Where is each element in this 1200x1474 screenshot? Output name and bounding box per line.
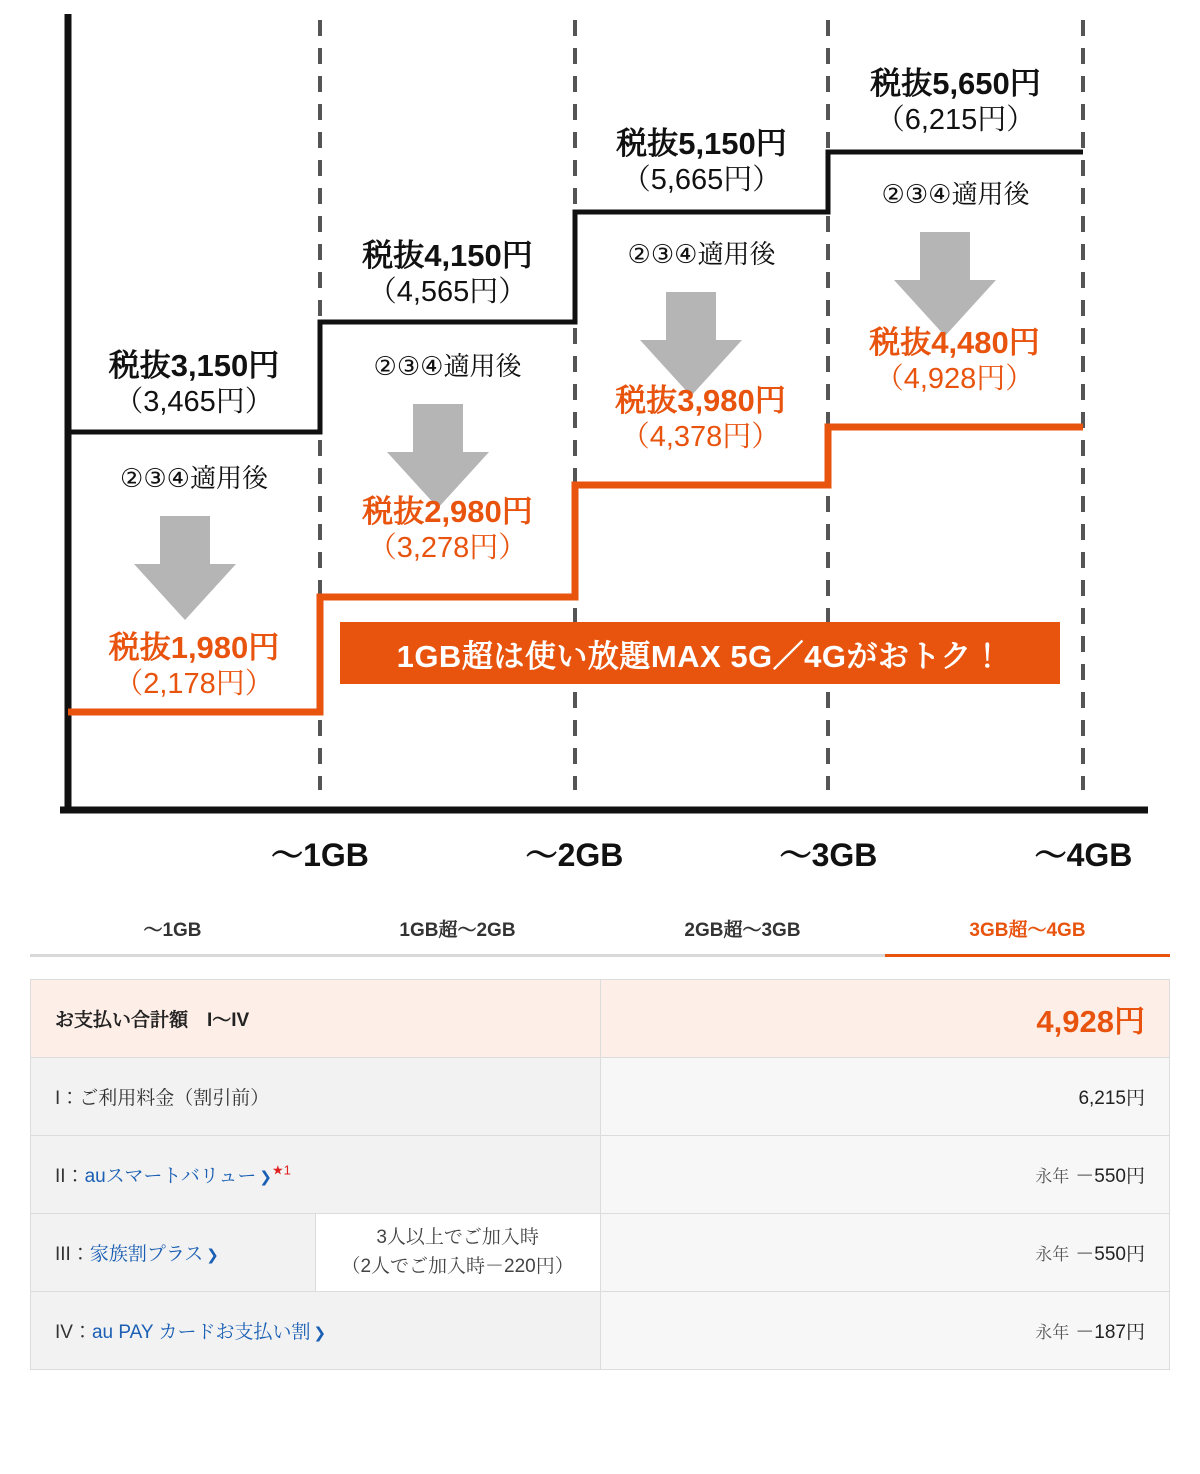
step-2-apply-note: ②③④適用後: [373, 351, 522, 381]
smart-value-prefix: II：: [55, 1166, 85, 1187]
table-row-family-discount: [31, 1214, 1170, 1292]
footnote-marker: ★1: [271, 1162, 291, 1178]
family-discount-condition-line2: （2人でご加入時－220円）: [341, 1255, 574, 1277]
step-2-post-sub: （3,278円）: [367, 531, 528, 564]
aupay-card-term: 永年: [1035, 1323, 1070, 1342]
family-discount-prefix: III：: [55, 1244, 90, 1265]
x-label-3gb: ～3GB: [779, 837, 878, 873]
aupay-card-label-cell: [31, 1292, 601, 1370]
smart-value-link-text: auスマートバリュー: [84, 1166, 257, 1187]
step-3-post-main: 税抜3,980円: [615, 383, 786, 418]
tab-3gb-4gb[interactable]: 3GB超～4GB: [885, 905, 1170, 957]
step-3-pre-sub: （5,665円）: [621, 163, 782, 196]
step-1-post-sub: （2,178円）: [114, 667, 274, 700]
down-arrow-3: [640, 292, 742, 396]
step-4-pre-sub: （6,215円）: [875, 103, 1036, 136]
family-discount-amount: [600, 1214, 1170, 1292]
step-2-pre-discount-label: [320, 238, 575, 309]
x-label-1gb: ～1GB: [271, 837, 369, 873]
tab-1gb[interactable]: ～1GB: [30, 905, 315, 957]
step-4-apply-note: ②③④適用後: [881, 179, 1030, 209]
tab-2gb-3gb[interactable]: 2GB超～3GB: [600, 905, 885, 957]
family-discount-link-text: 家族割プラス: [89, 1244, 204, 1265]
step-3-pre-discount-label: [574, 126, 829, 197]
aupay-card-prefix: IV：: [55, 1322, 92, 1343]
x-label-4gb: ～4GB: [1034, 837, 1133, 873]
tab-1gb-2gb[interactable]: 1GB超～2GB: [315, 905, 600, 957]
base-fee-label: I：ご利用料金（割引前）: [31, 1058, 601, 1136]
family-discount-number: －550円: [1075, 1244, 1145, 1265]
step-1-pre-discount-label: [68, 348, 320, 419]
step-4-pre-discount-label: [828, 66, 1083, 137]
aupay-card-link[interactable]: [92, 1322, 326, 1343]
smart-value-link[interactable]: [85, 1166, 272, 1187]
total-label: お支払い合計額 I～IV: [31, 980, 601, 1058]
fee-breakdown-section: [0, 905, 1200, 1370]
family-discount-condition: [315, 1214, 600, 1292]
chevron-right-icon: ❯: [313, 1325, 327, 1342]
step-3-post-discount-label: [568, 383, 833, 454]
smart-value-term: 永年: [1035, 1167, 1070, 1186]
down-arrow-1: [134, 516, 236, 620]
step-1-apply-note: ②③④適用後: [120, 463, 268, 493]
chevron-right-icon: ❯: [259, 1169, 272, 1186]
down-arrow-2: [387, 404, 489, 508]
family-discount-label-cell: [31, 1214, 316, 1292]
family-discount-link[interactable]: [90, 1244, 219, 1265]
table-row-smart-value: [31, 1136, 1170, 1214]
step-3-post-sub: （4,378円）: [620, 420, 781, 453]
step-1-pre-sub: （3,465円）: [114, 385, 274, 418]
base-fee-value: 6,215円: [600, 1058, 1170, 1136]
family-discount-term: 永年: [1035, 1245, 1070, 1264]
chevron-right-icon: ❯: [206, 1247, 219, 1264]
step-4-post-discount-label: [822, 325, 1087, 396]
step-4-pre-main: 税抜5,650円: [870, 66, 1041, 101]
step-2-pre-sub: （4,565円）: [367, 275, 528, 308]
step-3-apply-note: ②③④適用後: [627, 239, 776, 269]
table-row-total: [31, 980, 1170, 1058]
fee-table: [30, 979, 1170, 1370]
smart-value-amount: [600, 1136, 1170, 1214]
step-1-post-discount-label: [60, 630, 328, 701]
aupay-card-link-text: au PAY カードお支払い割: [91, 1322, 311, 1343]
table-row-aupay-card: [31, 1292, 1170, 1370]
family-discount-condition-line1: 3人以上でご加入時: [376, 1227, 539, 1248]
data-tier-tabs: [30, 905, 1170, 957]
step-4-post-main: 税抜4,480円: [869, 325, 1040, 360]
smart-value-number: －550円: [1075, 1166, 1145, 1187]
step-1-post-main: 税抜1,980円: [108, 630, 280, 665]
down-arrow-4: [894, 232, 996, 336]
aupay-card-amount: [600, 1292, 1170, 1370]
step-2-pre-main: 税抜4,150円: [362, 238, 533, 273]
total-value: 4,928円: [600, 980, 1170, 1058]
smart-value-label-cell: [31, 1136, 601, 1214]
step-4-post-sub: （4,928円）: [874, 362, 1035, 395]
step-1-pre-main: 税抜3,150円: [108, 348, 280, 383]
aupay-card-number: －187円: [1075, 1322, 1145, 1343]
step-2-post-discount-label: [315, 494, 580, 565]
step-2-post-main: 税抜2,980円: [362, 494, 533, 529]
table-row-base-fee: [31, 1058, 1170, 1136]
x-label-2gb: ～2GB: [525, 837, 624, 873]
step-3-pre-main: 税抜5,150円: [616, 126, 787, 161]
promo-banner: 1GB超は使い放題MAX 5G／4Gがおトク！: [340, 622, 1060, 684]
